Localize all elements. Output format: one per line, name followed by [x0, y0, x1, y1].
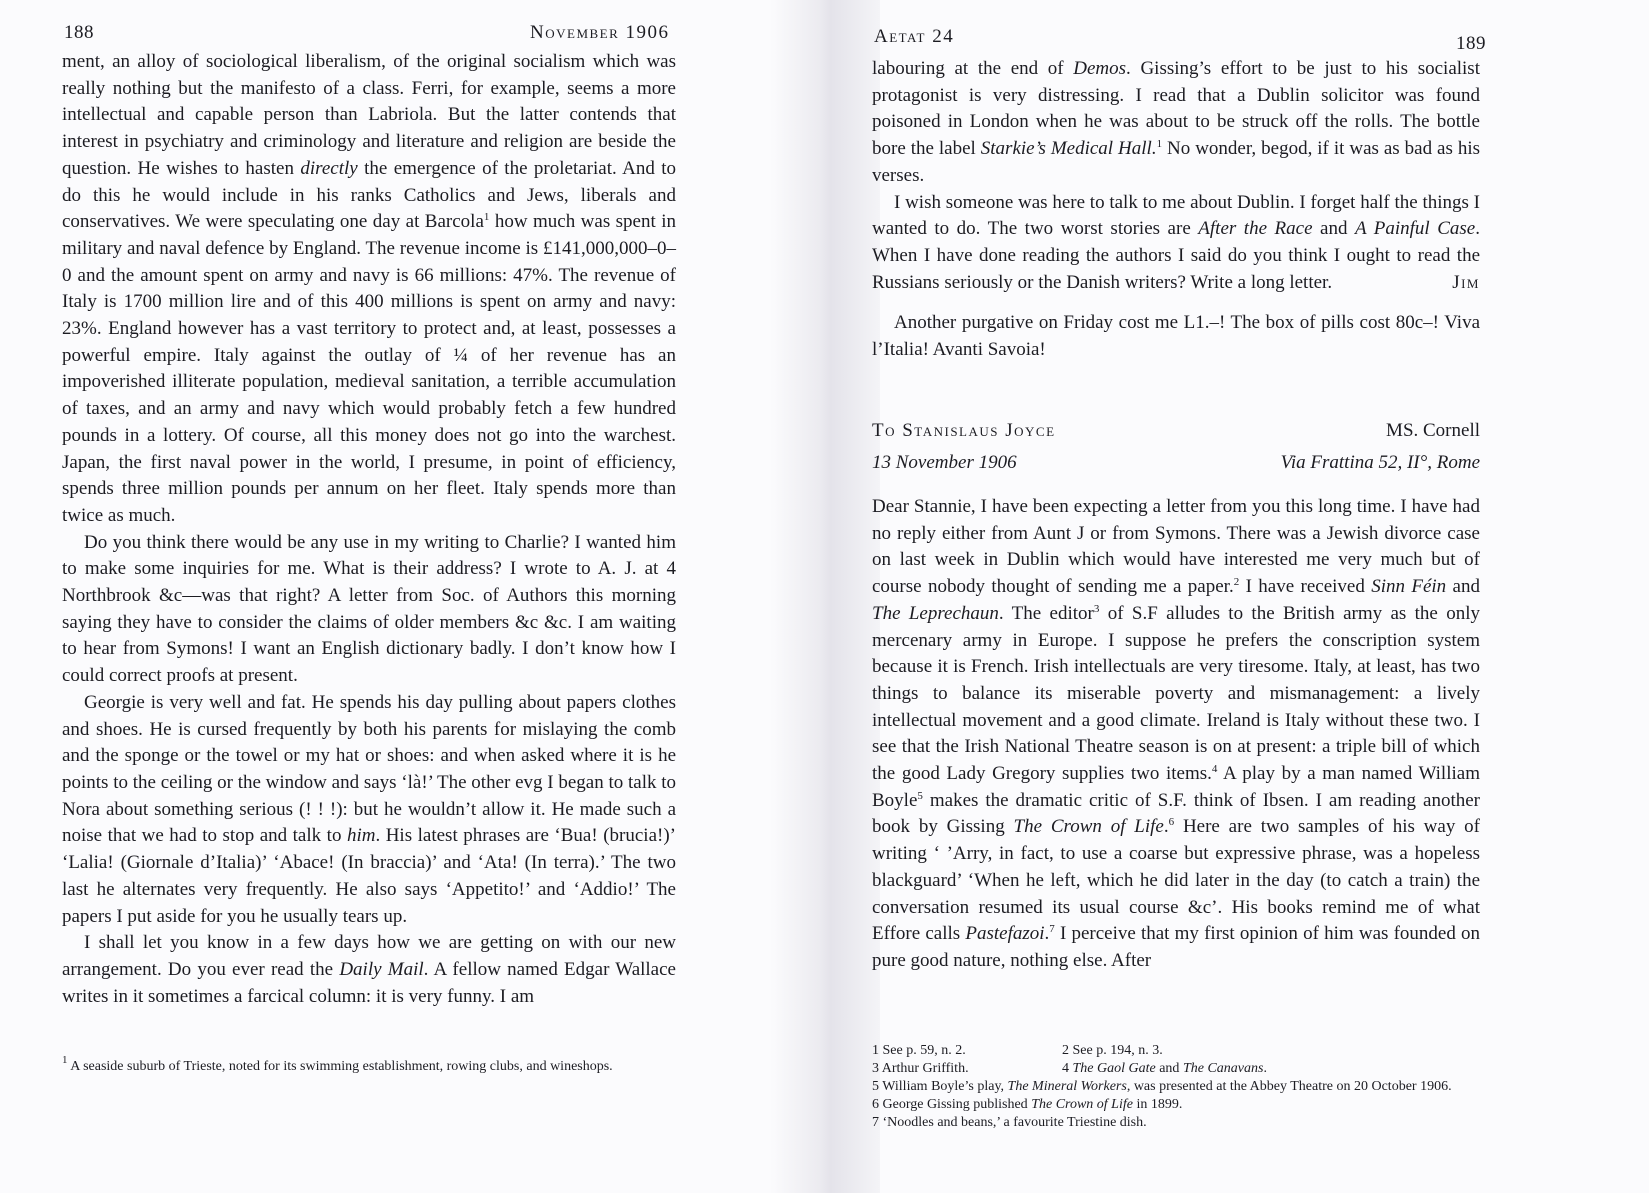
paragraph: Dear Stannie, I have been expecting a letter from you this long time. I have had no reply either from Aunt J or from Symons. There was a Jewish divorce case on last week in Dublin which would have interested me very much but of course nobody thought of sending me a paper.$^2$ I have received Sinn Féin and The Leprechaun. The editor$^3$ of S.F alludes to the British army as the only mercenary army in Europe. I suppose he prefers the conscription system because it is French. Irish intellectuals are very tiresome. Italy, at least, has two things to balance its miserable poverty and mismanagement: a lively intellectual movement and a good climate. Ireland is Italy without these two. I see that the Irish National Theatre season is on at present: a triple bill of which the good Lady Gregory supplies two items.$^4$ A play by a man named William Boyle$^5$ makes the dramatic critic of S.F. think of Ibsen. I am reading another book by Gissing The Crown of Life.$^6$ Here are two samples of his way of writing ‘ ’Arry, in fact, to use a coarse but expressive phrase, was a hopeless blackguard’ ‘When he left, which he did later in the day (to catch a train) the conversation resumed its usual course &c’. His books remind me of what Effore calls Pastefazoi.$^7$ I perceive that my first opinion of him was founded on pure good nature, nothing else. After	[872, 496, 1481, 971]
running-head-right: Aetat 24	[874, 26, 955, 47]
paragraph: ment, an alloy of sociological liberalism, of the original socialism which was really nothing but the manifesto of a class. Ferri, for example, seems a more intellectual and capable person than Labriola. But the latter contends that interest in psychiatry and criminology and literature and religion are beside the question. He wishes to hasten directly the emergence of the proletariat. And to do this he would include in his ranks Catholics and Jews, liberals and conservatives. We were speculating one day at Barcola$^1$ how much was spent in military and naval defence by England. The revenue income is £141,000,000–0–0 and the amount spent on army and navy is 66 millions: 47%. The revenue of Italy is 1700 million lire and of this 400 millions is spent on army and navy: 23%. England however has a vast territory to protect and, at least, possesses a powerful empire. Italy against the outlay of ¼ of her revenue has an impoverished illiterate population, medieval sanitation, a terrible accumulation of taxes, and an army and navy which would probably fetch a few hundred pounds in a lottery. Of course, all this money does not go into the warchest. Japan, the first naval power in the world, I presume, in point of efficiency, spends three million pounds per annum on her fleet. Italy spends more than twice as much.	[62, 51, 677, 526]
right-page	[872, 0, 1649, 1193]
letter-address: Via Frattina 52, II°, Rome	[1280, 452, 1480, 473]
right-page-continuation	[872, 56, 1480, 364]
paragraph: I wish someone was here to talk to me about Dublin. I forget half the things I wanted to do. The two worst stories are After the Race and A Painful Case. When I have done reading the authors I said do you think I ought to read the Russians seriously or the Danish writers? Write a long letter. Jim	[872, 190, 1480, 297]
letter-body	[872, 494, 1480, 975]
letter-header	[872, 420, 1480, 474]
left-page	[0, 0, 770, 1193]
signature: Jim	[1452, 271, 1480, 293]
paragraph: Georgie is very well and fat. He spends his day pulling about papers clothes and shoes. He is cursed frequently by both his parents for mislaying the comb and the sponge or the towel or my hat or shoes: and when asked where it is he points to the ceiling or the window and says ‘là!’ The other evg I began to talk to Nora about something serious (! ! !): but he wouldn’t allow it. He made such a noise that we had to stop and talk to him. His latest phrases are ‘Bua! (brucia!)’ ‘Lalia! (Giornale d’Italia)’ ‘Abace! (In braccia)’ and ‘Ata! (In terra).’ The two last he alternates very frequently. He also says ‘Appetito!’ and ‘Addio!’ The papers I put aside for you he usually tears up.	[62, 691, 677, 927]
footnote-left: $^1$ A seaside suburb of Trieste, noted for its swimming establishment, rowing clubs, and wineshops.	[62, 1054, 613, 1074]
footnotes-right: 1 See p. 59, n. 2. 2 See p. 194, n. 3. 3 Arthur Griffith. 4 The Gaol Gate and The Canavans. 5 William Boyle’s play, The Mineral Workers, was presented at the Abbey Theatre on 20 October 1906. 6 George Gissing published The Crown of Life in 1899. 7 ‘Noodles and beans,’ a favourite Triestine dish.	[872, 1043, 1452, 1130]
footnote-ref: 1	[483, 211, 490, 224]
letter-source: MS. Cornell	[1386, 420, 1480, 441]
paragraph: I shall let you know in a few days how we are getting on with our new arrangement. Do you ever read the Daily Mail. A fellow named Edgar Wallace writes in it sometimes a farcical column: it is very funny. I am	[62, 932, 676, 1007]
letter-recipient: To Stanislaus Joyce	[872, 420, 1056, 441]
paragraph: Another purgative on Friday cost me L1.–! The box of pills cost 80c–! Viva l’Italia! Avanti Savoia!	[872, 312, 1480, 361]
paragraph: labouring at the end of Demos. Gissing’s effort to be just to his socialist protagonist is very distressing. I read that a Dublin solicitor was found poisoned in London when he was about to be struck off the rolls. The bottle bore the label Starkie’s Medical Hall.$^1$ No wonder, begod, if it was as bad as his verses.	[872, 58, 1480, 186]
book-gutter	[770, 0, 880, 1193]
letter-date: 13 November 1906	[872, 452, 1017, 473]
paragraph: Do you think there would be any use in my writing to Charlie? I wanted him to make some inquiries for me. What is their address? I wrote to A. J. at 4 Northbrook &c—was that right? A letter from Soc. of Authors this morning saying they have to consider the claims of older members &c &c. I am waiting to hear from Symons! I want an English dictionary badly. I don’t know how I could correct proofs at present.	[62, 531, 676, 687]
left-page-body	[62, 49, 676, 1010]
page-number-right: 189	[1456, 33, 1486, 54]
page-number-left: 188	[64, 22, 94, 43]
running-head-left: November 1906	[530, 22, 670, 43]
